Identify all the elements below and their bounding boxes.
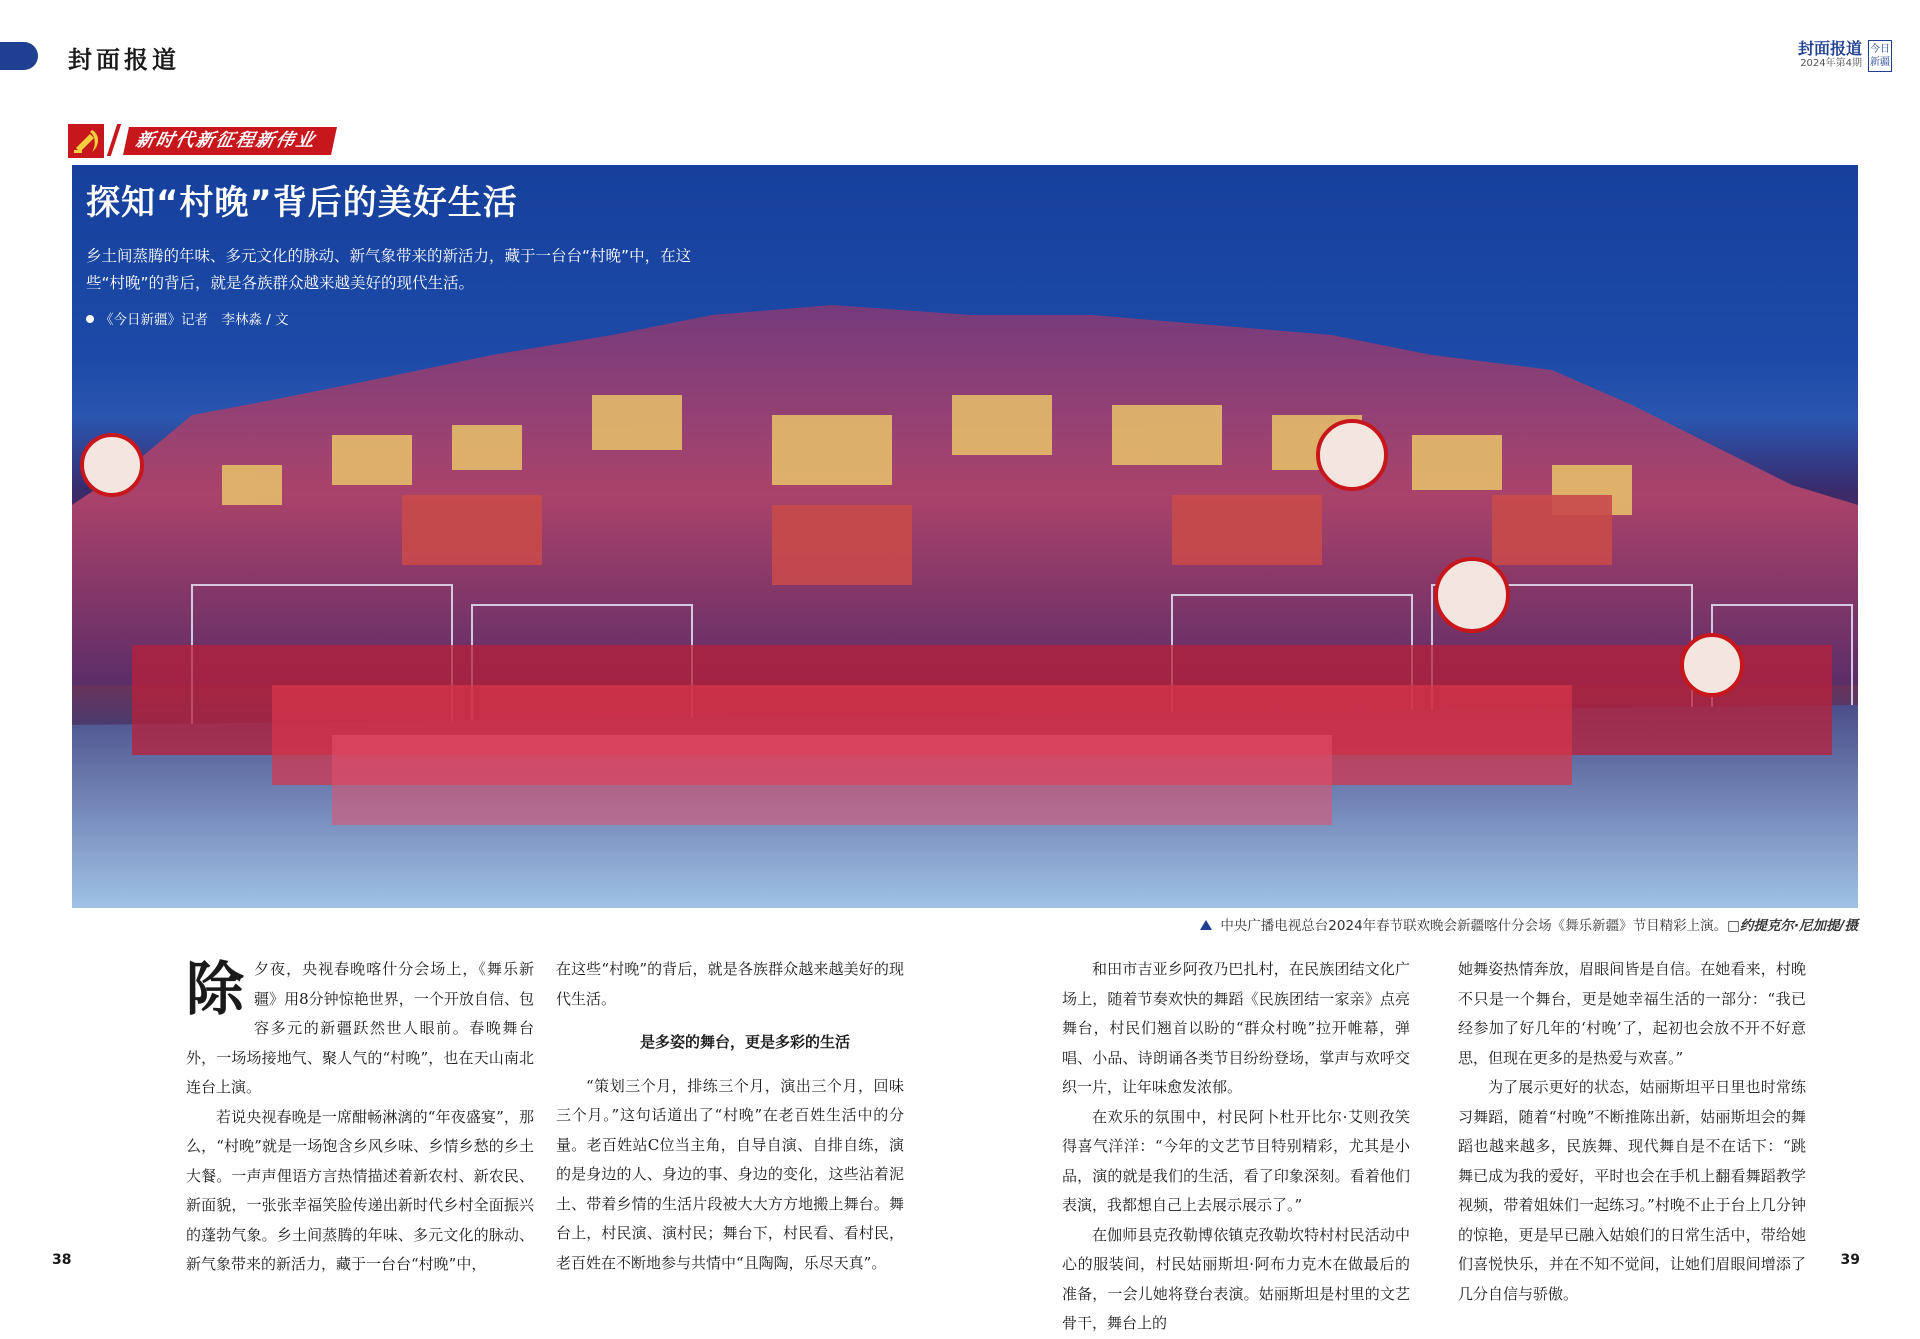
section-subheading: 是多姿的舞台，更是多彩的生活 xyxy=(639,1033,850,1051)
paragraph: 若说央视春晚是一席酣畅淋漓的“年夜盛宴”，那么，“村晚”就是一场饱含乡风乡味、乡情乡愁的乡土大餐。一声声俚语方言热情描述着新农村、新农民、新面貌，一张张幸福笑脸传递出新时代乡村全面振兴的蓬勃气象。乡土间蒸腾的年味、多元文化的脉动、新气象带来的新活力，藏于一台台“村晚”中， xyxy=(186,1107,534,1273)
paragraph: “策划三个月，排练三个月，演出三个月，回味三个月。”这句话道出了“村晚”在老百姓生活中的分量。老百姓站C位当主角，自导自演、自排自练，演的是身边的人、身边的事、身边的变化，这些沾着泥土、带着乡情的生活片段被大大方方地搬上舞台。舞台上，村民演、演村民；舞台下，村民看、看村民，老百姓在不断地参与共情中“且陶陶，乐尽天真”。 xyxy=(556,1076,904,1272)
drop-cap: 除 xyxy=(186,955,245,1023)
paragraph: 在这些“村晚”的背后，就是各族群众越来越美好的现代生活。 xyxy=(556,960,904,1008)
paragraph: 为了展示更好的状态，姑丽斯坦平日里也时常练习舞蹈，随着“村晚”不断推陈出新，姑丽斯坦会的舞蹈也越来越多，民族舞、现代舞自是不在话下：“跳舞已成为我的爱好，平时也会在手机上翻看舞蹈教学视频，带着姐妹们一起练习。”村晚不止于台上几分钟的惊艳，更是早已融入姑娘们的日常生活中，带给她们喜悦快乐，并在不知不觉间，让她们眉眼间增添了几分自信与骄傲。 xyxy=(1458,1078,1806,1303)
article-column-2 xyxy=(556,955,904,1278)
byline-text: 《今日新疆》记者 李林淼 / 文 xyxy=(100,312,289,328)
article-column-4 xyxy=(1458,955,1806,1309)
photo-caption xyxy=(1200,914,1858,934)
column-banner-label: 新时代新征程新伟业 xyxy=(123,127,337,155)
section-tab-marker xyxy=(0,42,38,70)
masthead-logo: 今日新疆 xyxy=(1868,40,1892,72)
party-emblem-icon xyxy=(68,124,104,158)
photo-credit: □约提克尔·尼加提/摄 xyxy=(1727,918,1858,934)
paragraph: 在欢乐的氛围中，村民阿卜杜开比尔·艾则孜笑得喜气洋洋：“今年的文艺节目特别精彩，尤其是小品，演的就是我们的生活，看了印象深刻。看着他们表演，我都想自己上去展示展示了。” xyxy=(1062,1107,1410,1214)
caption-text: 中央广播电视总台2024年春节联欢晚会新疆喀什分会场《舞乐新疆》节目精彩上演。 xyxy=(1220,918,1728,934)
article-column-3 xyxy=(1062,955,1410,1339)
paragraph xyxy=(186,955,534,1103)
banner-divider xyxy=(107,124,121,156)
caption-triangle-icon xyxy=(1200,920,1212,930)
page-number-left: 38 xyxy=(52,1252,72,1268)
paragraph: 在伽师县克孜勒博依镇克孜勒坎特村村民活动中心的服装间，村民姑丽斯坦·阿布力克木在做最后的准备，一会儿她将登台表演。姑丽斯坦是村里的文艺骨干，舞台上的 xyxy=(1062,1225,1410,1332)
article-headline: 探知“村晚”背后的美好生活 xyxy=(86,183,518,223)
bullet-dot-icon xyxy=(86,315,94,323)
page-number-right: 39 xyxy=(1840,1252,1860,1268)
masthead xyxy=(1798,40,1892,72)
masthead-issue: 2024年第4期 xyxy=(1800,58,1862,69)
paragraph: 她舞姿热情奔放，眉眼间皆是自信。在她看来，村晚不只是一个舞台，更是她幸福生活的一部分：“我已经参加了好几年的‘村晚’了，起初也会放不开不好意思，但现在更多的是热爱与欢喜。” xyxy=(1458,960,1806,1067)
article-byline xyxy=(86,308,289,328)
paragraph-text: 夕夜，央视春晚喀什分会场上，《舞乐新疆》用8分钟惊艳世界，一个开放自信、包容多元的新疆跃然世人眼前。春晚舞台外，一场场接地气、聚人气的“村晚”，也在天山南北连台上演。 xyxy=(186,960,534,1096)
masthead-name: 封面报道 xyxy=(1797,39,1862,58)
article-lead: 乡土间蒸腾的年味、多元文化的脉动、新气象带来的新活力，藏于一台台“村晚”中，在这些“村晚”的背后，就是各族群众越来越美好的现代生活。 xyxy=(86,247,692,292)
article-column-1 xyxy=(186,955,534,1280)
paragraph: 和田市吉亚乡阿孜乃巴扎村，在民族团结文化广场上，随着节奏欢快的舞蹈《民族团结一家亲》点亮舞台，村民们翘首以盼的“群众村晚”拉开帷幕，弹唱、小品、诗朗诵各类节目纷纷登场，掌声与欢呼交织一片，让年味愈发浓郁。 xyxy=(1062,960,1410,1096)
section-title: 封面报道 xyxy=(68,45,180,74)
